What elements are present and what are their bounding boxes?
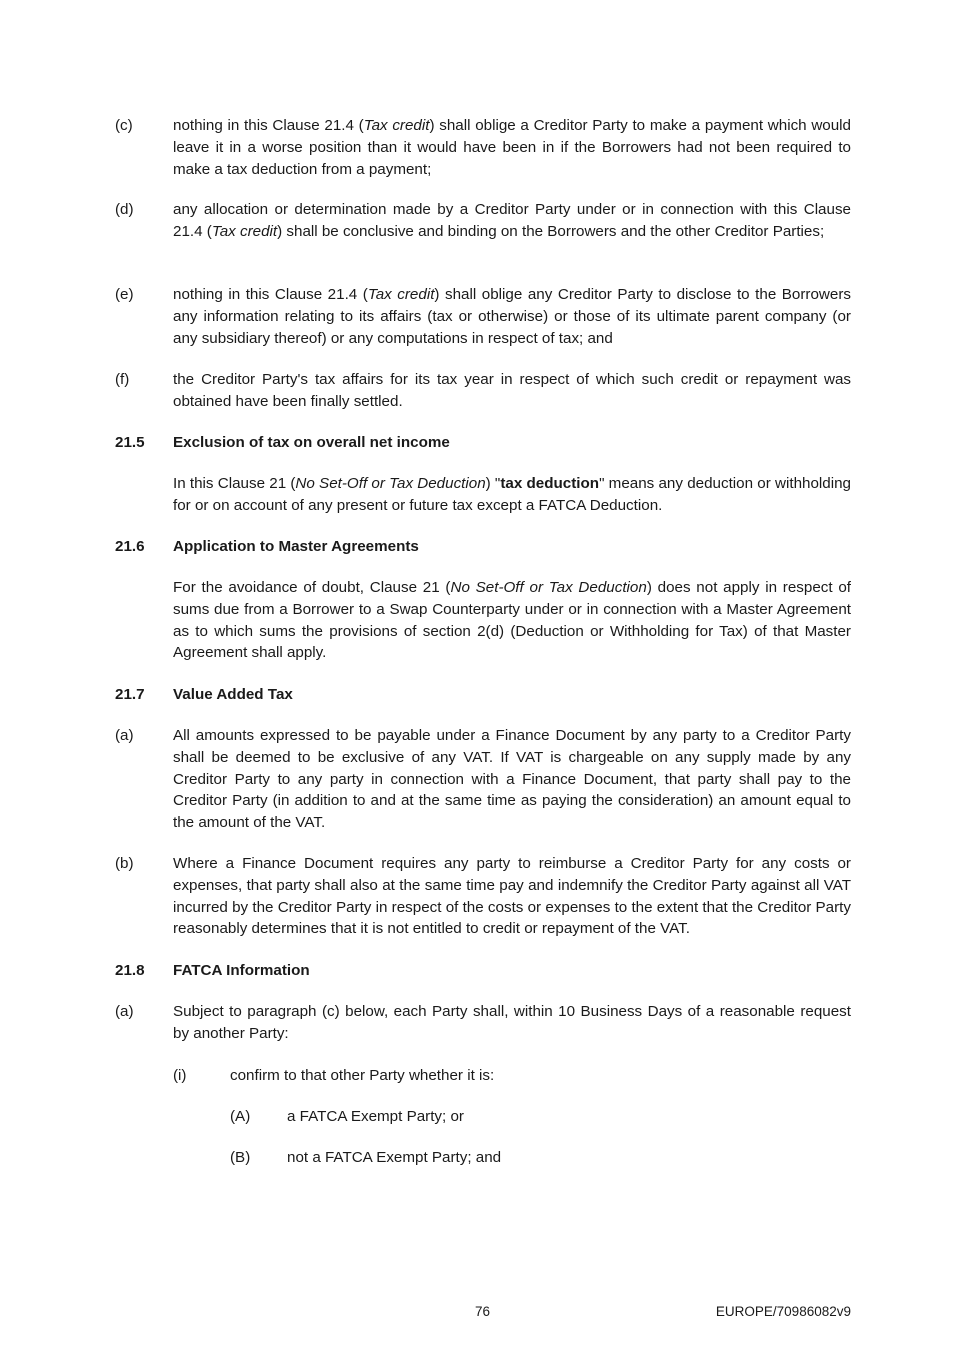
paragraph-text: All amounts expressed to be payable under a Finance Document by any party to a Creditor Party shall be deemed to be exclusive of any VAT. If VAT is chargeable on any supply made by any Creditor Party to any party in connection with a Finance Document, that party shall pay to the Creditor Party (in addition to and at the same time as paying the consideration) an amount equal to the amount of the VAT. [173,727,851,832]
section-number: 21.6 [115,538,145,555]
paragraph-text: confirm to that other Party whether it is: [230,1067,495,1084]
paragraph-text: any allocation or determination made by a Creditor Party under or in connection with this Clause 21.4 (Tax credit) shall be conclusive and binding on the Borrowers and the other Creditor Parties; [173,201,851,240]
paragraph-label: (d) [115,201,134,218]
section-title: Exclusion of tax on overall net income [173,434,450,451]
section-number: 21.8 [115,962,145,979]
paragraph-label: (B) [230,1149,251,1166]
section-number: 21.5 [115,434,145,451]
paragraph-label: (e) [115,286,134,303]
paragraph-label: (f) [115,371,130,388]
section-title: Value Added Tax [173,686,293,703]
paragraph-text: In this Clause 21 (No Set-Off or Tax Deduction) "tax deduction" means any deduction or withholding for or on account of any present or future tax except a FATCA Deduction. [173,475,851,514]
section-number: 21.7 [115,686,145,703]
paragraph-text: not a FATCA Exempt Party; and [287,1149,502,1166]
section-title: Application to Master Agreements [173,538,419,555]
paragraph-text: Subject to paragraph (c) below, each Party shall, within 10 Business Days of a reasonable request by another Party: [173,1003,851,1042]
paragraph-label: (i) [173,1067,187,1084]
paragraph-text: Where a Finance Document requires any party to reimburse a Creditor Party for any costs or expenses, that party shall also at the same time pay and indemnify the Creditor Party against all VAT incurred by the Creditor Party in respect of the costs or expenses to the extent that the Creditor Party reasonably determines that it is not entitled to credit or repayment of the VAT. [173,855,851,938]
paragraph-text: For the avoidance of doubt, Clause 21 (No Set-Off or Tax Deduction) does not apply in respect of sums due from a Borrower to a Swap Counterparty under or in connection with a Master Agreement as to which sums the provisions of section 2(d) (Deduction or Withholding for Tax) of that Master Agreement shall apply. [173,579,851,662]
page-number: 76 [474,1304,491,1319]
paragraph-label: (a) [115,727,134,744]
paragraph-label: (a) [115,1003,134,1020]
paragraph-label: (c) [115,117,133,134]
paragraph-text: the Creditor Party's tax affairs for its tax year in respect of which such credit or repayment was obtained have been finally settled. [173,371,851,410]
paragraph-label: (b) [115,855,134,872]
paragraph-label: (A) [230,1108,251,1125]
section-title: FATCA Information [173,962,310,979]
paragraph-text: a FATCA Exempt Party; or [287,1108,464,1125]
document-reference: EUROPE/70986082v9 [715,1304,851,1319]
paragraph-text: nothing in this Clause 21.4 (Tax credit) shall oblige any Creditor Party to disclose to the Borrowers any information relating to its affairs (tax or otherwise) or those of its ultimate parent company (or any subsidiary thereof) or any computations in respect of tax; and [173,286,851,347]
paragraph-text: nothing in this Clause 21.4 (Tax credit) shall oblige a Creditor Party to make a payment which would leave it in a worse position than it would have been in if the Borrowers had not been required to make a tax deduction from a payment; [173,117,851,178]
